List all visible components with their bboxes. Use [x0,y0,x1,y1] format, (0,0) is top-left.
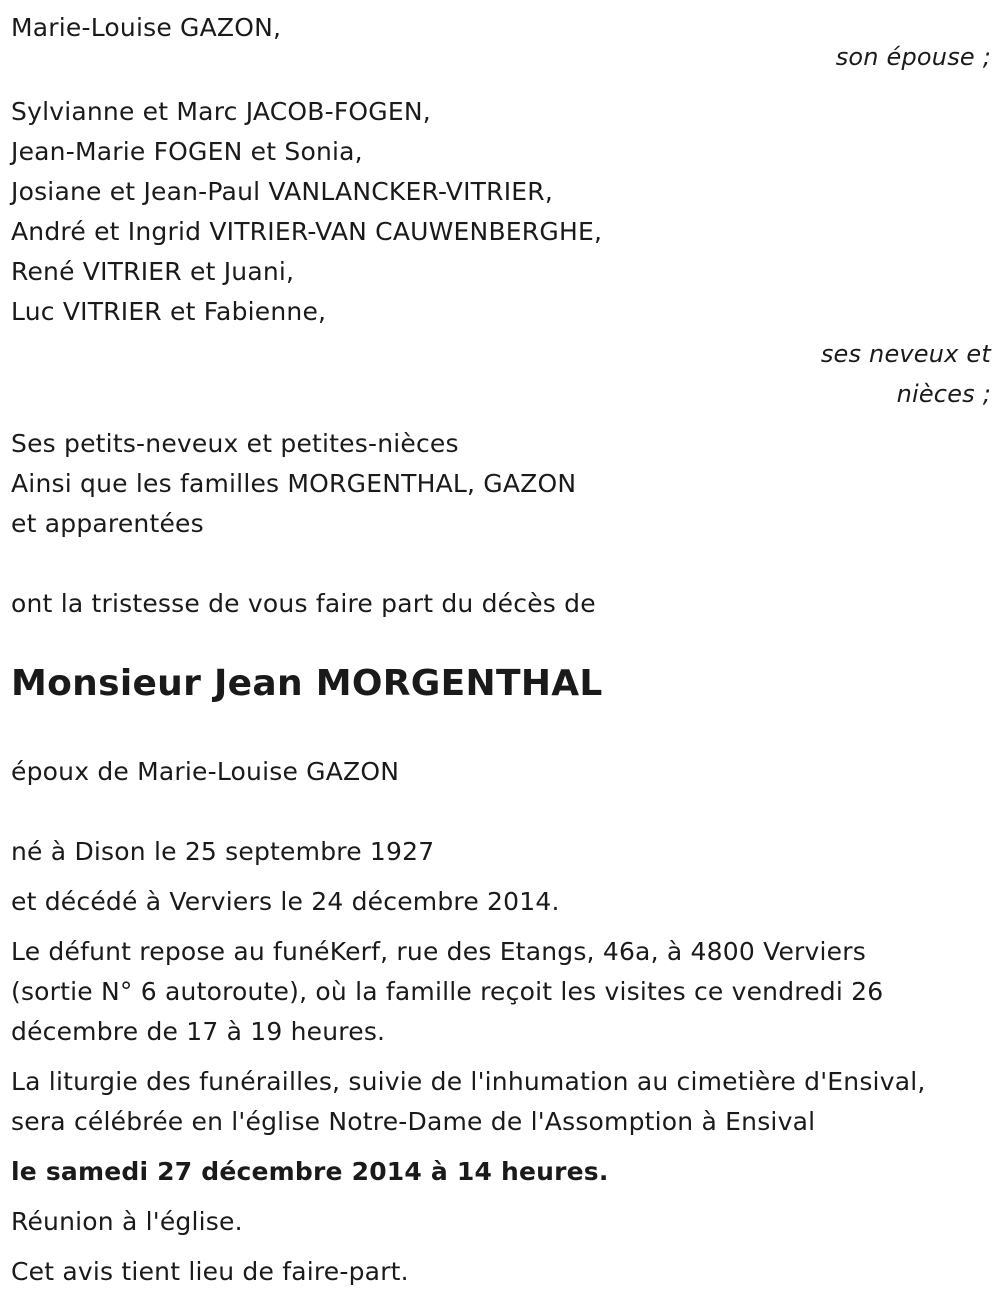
funeral-date: le samedi 27 décembre 2014 à 14 heures. [11,1157,609,1186]
nephews-list [11,92,991,332]
extended-family [11,424,991,544]
extended-family-line: Ses petits-neveux et petites-nièces [11,429,459,458]
meeting-info: Réunion à l'église. [11,1207,243,1236]
nephew-entry: André et Ingrid VITRIER-VAN CAUWENBERGHE, [11,217,603,246]
repose-line: décembre de 17 à 19 heures. [11,1017,386,1046]
nephew-entry: René VITRIER et Juani, [11,257,295,286]
death-info: et décédé à Verviers le 24 décembre 2014. [11,887,560,916]
spouse-name: Marie-Louise GAZON, [11,13,282,42]
obituary-notice [11,8,991,1292]
nephews-role-line: ses neveux et [820,340,991,368]
liturgy-line: sera célébrée en l'église Notre-Dame de l'Assomption à Ensival [11,1107,816,1136]
repose-line: Le défunt repose au funéKerf, rue des Etangs, 46a, à 4800 Verviers [11,937,866,966]
nephews-role [11,334,991,414]
repose-paragraph [11,932,991,1052]
deceased-spouse-of: époux de Marie-Louise GAZON [11,757,400,786]
announcement-text: ont la tristesse de vous faire part du décès de [11,589,596,618]
extended-family-line: Ainsi que les familles MORGENTHAL, GAZON [11,469,577,498]
nephew-entry: Jean-Marie FOGEN et Sonia, [11,137,363,166]
repose-line: (sortie N° 6 autoroute), où la famille reçoit les visites ce vendredi 26 [11,977,884,1006]
liturgy-line: La liturgie des funérailles, suivie de l'inhumation au cimetière d'Ensival, [11,1067,926,1096]
nephew-entry: Josiane et Jean-Paul VANLANCKER-VITRIER, [11,177,553,206]
deceased-name: Monsieur Jean MORGENTHAL [11,663,603,704]
liturgy-paragraph [11,1062,991,1142]
birth-info: né à Dison le 25 septembre 1927 [11,837,435,866]
nephew-entry: Luc VITRIER et Fabienne, [11,297,327,326]
nephews-role-line: nièces ; [896,380,991,408]
spouse-role: son épouse ; [835,43,991,71]
nephew-entry: Sylvianne et Marc JACOB-FOGEN, [11,97,431,126]
notice-footer: Cet avis tient lieu de faire-part. [11,1257,409,1286]
extended-family-line: et apparentées [11,509,204,538]
